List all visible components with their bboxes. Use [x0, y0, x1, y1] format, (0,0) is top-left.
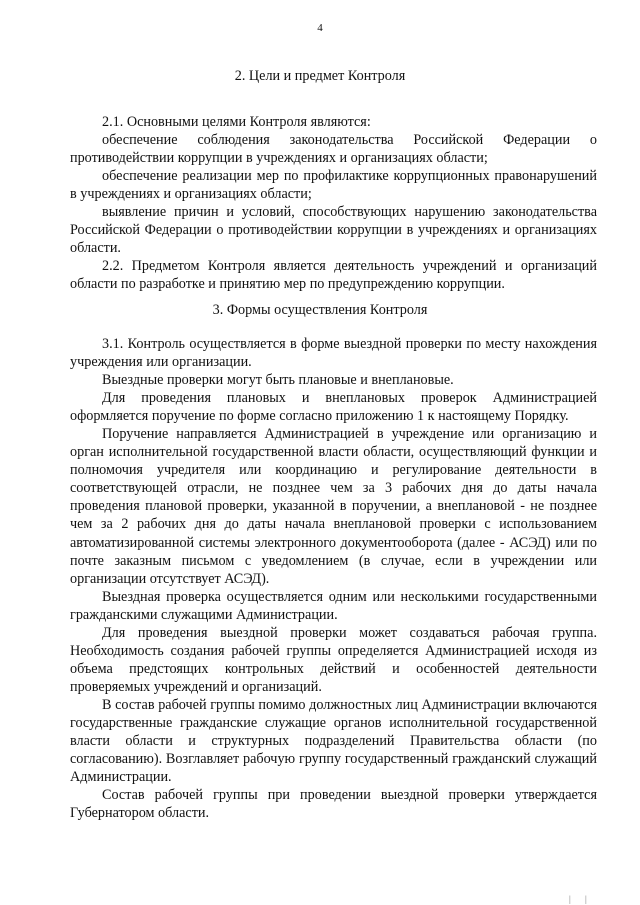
- paragraph-3-1-performers: Выездная проверка осуществляется одним или несколькими государственными гражданскими служащими Администрации.: [70, 588, 597, 623]
- paragraph-2-1: 2.1. Основными целями Контроля являются:: [102, 114, 371, 130]
- section-3-body: [70, 335, 597, 822]
- paragraph-3-1-approval: Состав рабочей группы при проведении выездной проверки утверждается Губернатором области.: [70, 787, 597, 822]
- paragraph-3-1: 3.1. Контроль осуществляется в форме выездной проверки по месту нахождения учреждения или организации.: [70, 336, 597, 371]
- paragraph-2-1-b: обеспечение реализации мер по профилактике коррупционных правонарушений в учреждениях и организациях области;: [70, 168, 597, 203]
- section-3-heading: 3. Формы осуществления Контроля: [212, 302, 428, 318]
- scan-mark: | |: [569, 894, 593, 904]
- paragraph-2-1-a: обеспечение соблюдения законодательства Российской Федерации о противодействии коррупции в учреждениях и организациях области;: [70, 132, 597, 167]
- section-2-heading: 2. Цели и предмет Контроля: [234, 68, 406, 84]
- paragraph-3-1-notice: Поручение направляется Администрацией в учреждение или организацию и орган исполнительной государственной власти области, осуществляющий функции и полномочия учредителя или координацию и регулирование деятельности в соответствующей отрасли, не позднее чем за 3 рабочих дня до даты начала проведения плановой проверки, указанной в поручении, а внеплановой - не позднее чем за 2 рабочих дня до даты начала внеплановой проверки с использованием автоматизированной системы электронного документооборота (далее - АСЭД) или по почте заказным письмом с уведомлением (в случае, если в учреждении или организации отсутствует АСЭД).: [70, 426, 597, 587]
- paragraph-3-1-group-members: В состав рабочей группы помимо должностных лиц Администрации включаются государственные гражданские служащие органов исполнительной государственной власти области и структурных подразделений Правительства области (по согласованию). Возглавляет рабочую группу государственный гражданский служащий Администрации.: [70, 696, 597, 786]
- paragraph-3-1-working-group: Для проведения выездной проверки может создаваться рабочая группа. Необходимость создания рабочей группы определяется Администрацией исходя из объема предстоящих контрольных действий и особенностей деятельности проверяемых учреждений и организаций.: [70, 624, 597, 695]
- paragraph-2-1-c: выявление причин и условий, способствующих нарушению законодательства Российской Федерации о противодействии коррупции в учреждениях и организациях области.: [70, 204, 597, 257]
- paragraph-2-2: 2.2. Предметом Контроля является деятельность учреждений и организаций области по разработке и принятию мер по предупреждению коррупции.: [70, 258, 597, 293]
- page-number: 4: [317, 22, 323, 34]
- section-2-body: [70, 113, 597, 293]
- paragraph-3-1-order: Для проведения плановых и внеплановых проверок Администрацией оформляется поручение по форме согласно приложению 1 к настоящему Порядку.: [70, 390, 597, 425]
- paragraph-3-1-types: Выездные проверки могут быть плановые и внеплановые.: [102, 372, 454, 389]
